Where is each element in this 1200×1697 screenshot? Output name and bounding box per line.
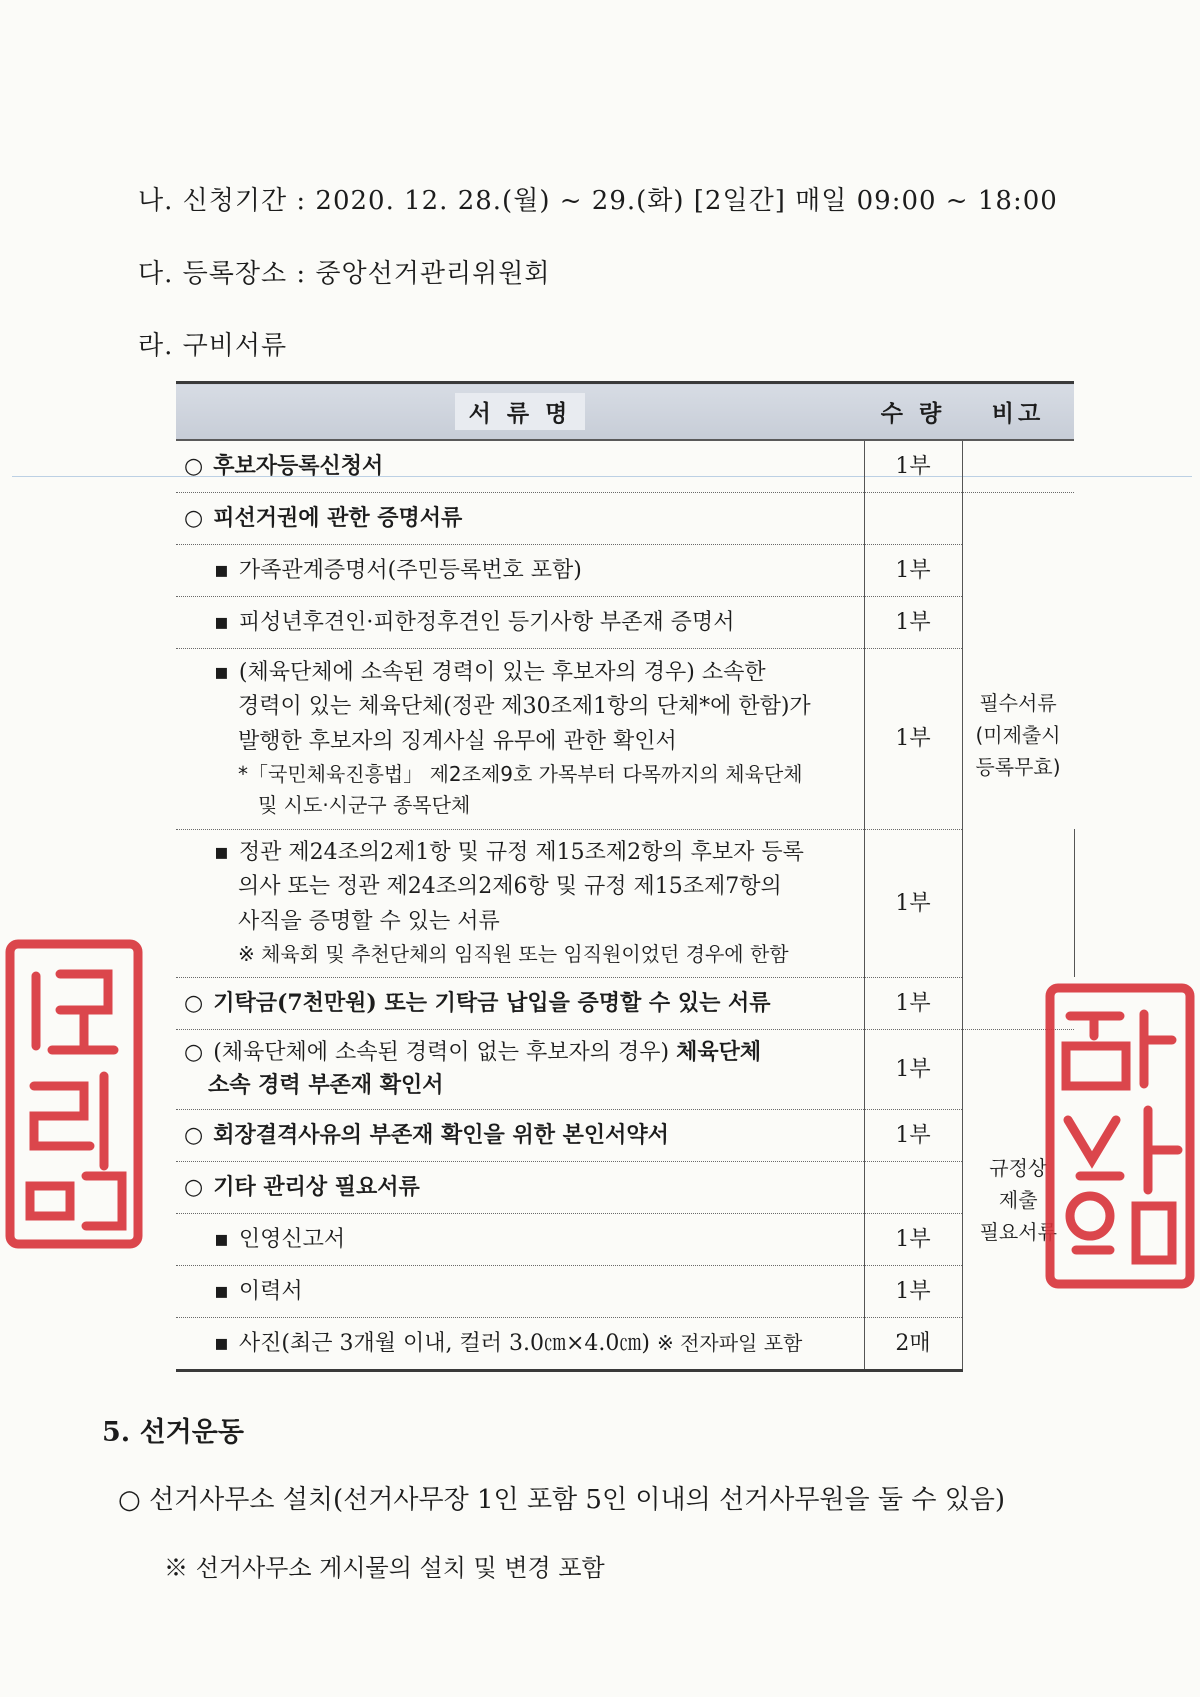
table-row: ○ 후보자등록신청서 1부 <box>176 440 1074 492</box>
official-seal-right <box>1040 980 1200 1292</box>
header-quantity: 수 량 <box>864 383 962 441</box>
table-row: ○ 피선거권에 관한 증명서류 필수서류 (미제출시 등록무효) <box>176 492 1074 544</box>
application-period: 나. 신청기간 : 2020. 12. 28.(월) ~ 29.(화) [2일간] 매일 09:00 ~ 18:00 <box>138 186 1058 216</box>
table-row: ○ 기타 관리상 필요서류 <box>176 1161 1074 1213</box>
registration-place: 다. 등록장소 : 중앙선거관리위원회 <box>138 259 551 289</box>
section-5-title: 5. 선거운동 <box>102 1417 244 1448</box>
table-row: ○ 기탁금(7천만원) 또는 기탁금 납입을 증명할 수 있는 서류 1부 <box>176 977 1074 1029</box>
required-docs-heading: 라. 구비서류 <box>138 331 288 361</box>
table-row: ▪ 피성년후견인·피한정후견인 등기사항 부존재 증명서 1부 <box>176 596 1074 648</box>
table-row: ▪ 이력서 1부 <box>176 1265 1074 1317</box>
header-document-name: 서 류 명 <box>176 383 864 441</box>
table-row: ▪ (체육단체에 소속된 경력이 있는 후보자의 경우) 소속한 경력이 있는 체육단체(정관 제30조제1항의 단체*에 한함)가 발행한 후보자의 징계사실 유무에 관한 확인서 *「국민체육진흥법」 제2조제9호 가목부터 다목까지의 체육단체 및 시도·시군구 종목단체 1부 <box>176 648 1074 829</box>
table-row: ○ (체육단체에 소속된 경력이 없는 후보자의 경우) 체육단체 소속 경력 부존재 확인서 1부 규정상 제출 필요서류 <box>176 1029 1074 1109</box>
section-5-item: ○ 선거사무소 설치(선거사무장 1인 포함 5인 이내의 선거사무원을 둘 수 있음) <box>118 1485 1006 1515</box>
table-header-row <box>176 383 1074 441</box>
table-row: ▪ 사진(최근 3개월 이내, 컬러 3.0㎝×4.0㎝) ※ 전자파일 포함 2매 <box>176 1317 1074 1370</box>
note-required: 필수서류 (미제출시 등록무효) <box>962 492 1074 977</box>
required-documents-table <box>176 381 1074 1372</box>
official-seal-left <box>0 936 148 1252</box>
table-row: ▪ 인영신고서 1부 <box>176 1213 1074 1265</box>
section-5-note: ※ 선거사무소 게시물의 설치 및 변경 포함 <box>164 1554 605 1582</box>
note-other: 규정상 제출 필요서류 <box>962 1029 1074 1370</box>
table-row: ▪ 가족관계증명서(주민등록번호 포함) 1부 <box>176 544 1074 596</box>
table-row: ▪ 정관 제24조의2제1항 및 규정 제15조제2항의 후보자 등록 의사 또는 정관 제24조의2제6항 및 규정 제15조제7항의 사직을 증명할 수 있는 서류 ※ 체육회 및 추천단체의 임직원 또는 임직원이었던 경우에 한함 1부 <box>176 829 1074 977</box>
table-row: ○ 회장결격사유의 부존재 확인을 위한 본인서약서 1부 <box>176 1109 1074 1161</box>
header-remarks: 비고 <box>962 383 1074 441</box>
